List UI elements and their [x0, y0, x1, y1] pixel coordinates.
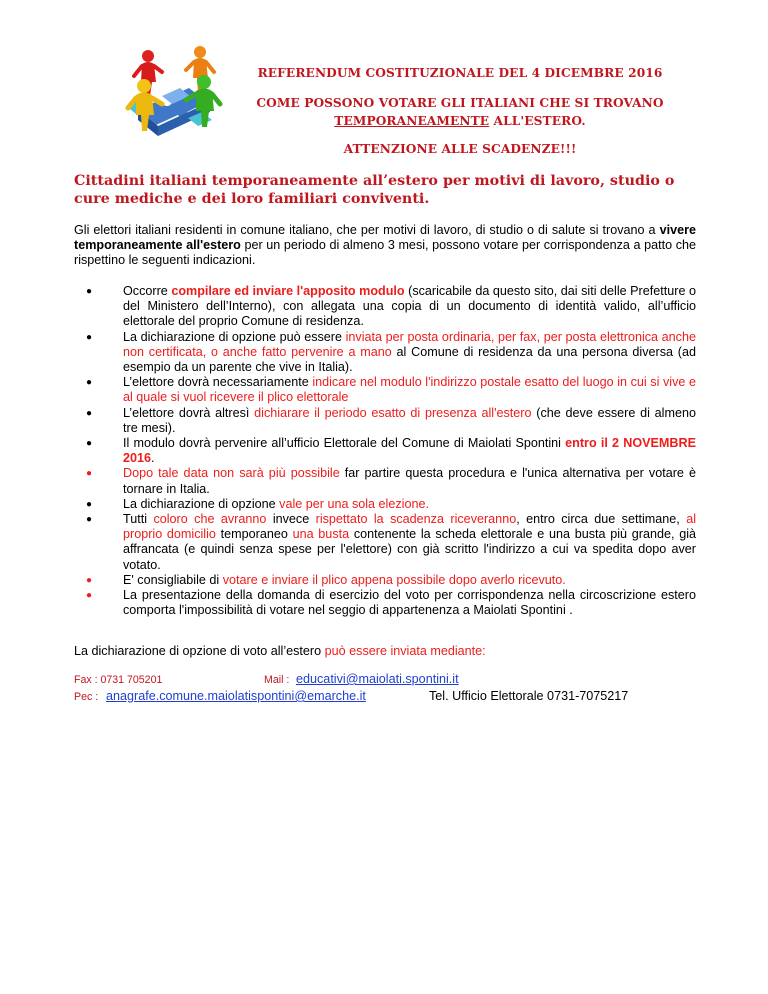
list-item: ● L’elettore dovrà necessariamente indicare nel modulo l'indirizzo postale esatto del luogo in cui si vive e al quale si vuol ricevere il plico elettorale — [86, 375, 696, 405]
people-puzzle-icon — [118, 36, 230, 148]
fax-number: Fax : 0731 705201 — [74, 674, 163, 686]
bullet-icon: ● — [86, 498, 93, 510]
list-item: ● La dichiarazione di opzione può essere inviata per posta ordinaria, per fax, per posta elettronica anche non certificata, o anche fatto pervenire a mano al Comune di residenza da una persona diversa (ad esempio da un parente che vive in Italia). — [86, 329, 696, 375]
header-line-3-rest: ALL'ESTERO. — [489, 114, 586, 128]
list-item: ● Il modulo dovrà pervenire all’ufficio Elettorale del Comune di Maiolati Spontini entro il 2 NOVEMBRE 2016. — [86, 436, 696, 466]
list-item: ● Tutti coloro che avranno invece rispettato la scadenza riceveranno, entro circa due settimane, al proprio domicilio temporaneo una busta contenente la scheda elettorale e una busta più grande, già affrancata (e quindi senza spese per l'elettore) con già scritto l'indirizzo a cui va spedita dopo aver votato. — [86, 512, 696, 572]
header-warning: ATTENZIONE ALLE SCADENZE!!! — [343, 142, 577, 156]
intro-bold: vivere temporaneamente all'estero — [74, 223, 696, 253]
bullet-icon: ● — [86, 331, 93, 343]
list-item: ● La presentazione della domanda di esercizio del voto per corrispondenza nella circoscrizione estero comporta l'impossibilità di votare nel seggio di appartenenza a Maiolati Spontini . — [86, 588, 696, 618]
contacts-block — [74, 671, 734, 705]
contact-row-pec-tel — [74, 688, 734, 705]
option-send-line: La dichiarazione di opzione di voto all’estero può essere inviata mediante: — [74, 644, 486, 658]
bullet-icon: ● — [86, 377, 93, 389]
pec-label: Pec : — [74, 691, 99, 703]
list-item: ● L’elettore dovrà altresì dichiarare il periodo esatto di presenza all'estero (che deve essere di almeno tre mesi). — [86, 405, 696, 435]
intro-paragraph — [74, 223, 696, 269]
contact-row-fax-mail — [74, 671, 734, 688]
list-item: ● Dopo tale data non sarà più possibile far partire questa procedura e l'unica alternativa per votare è tornare in Italia. — [86, 466, 696, 496]
mail-link[interactable]: educativi@maiolati.spontini.it — [296, 672, 459, 686]
bullet-icon: ● — [86, 574, 93, 586]
bullet-icon: ● — [86, 514, 93, 526]
instructions-list — [74, 284, 696, 618]
section-subtitle: Cittadini italiani temporaneamente all’estero per motivi di lavoro, studio o cure mediche e dei loro familiari conviventi. — [74, 173, 675, 207]
header-underlined-word: TEMPORANEAMENTE — [334, 114, 490, 128]
list-item: ● La dichiarazione di opzione vale per una sola elezione. — [86, 496, 429, 511]
bullet-icon: ● — [86, 590, 93, 602]
header-line-2: COME POSSONO VOTARE GLI ITALIANI CHE SI TROVANO — [256, 96, 664, 110]
electoral-office-phone: Tel. Ufficio Elettorale 0731-7075217 — [429, 689, 629, 703]
header-line-3 — [240, 114, 680, 128]
pec-link[interactable]: anagrafe.comune.maiolatispontini@emarche.it — [106, 689, 366, 703]
bullet-icon: ● — [86, 438, 93, 450]
header-title: REFERENDUM COSTITUZIONALE DEL 4 DICEMBRE 2016 — [257, 66, 663, 80]
intro-text-2: per un periodo di almeno 3 mesi, possono votare per corrispondenza a patto che rispettino le seguenti indicazioni. — [74, 238, 697, 268]
bullet-icon: ● — [86, 407, 93, 419]
mail-label: Mail : — [264, 674, 290, 686]
bullet-icon: ● — [86, 468, 93, 480]
list-item: ● Occorre compilare ed inviare l'apposito modulo (scaricabile da questo sito, dai siti delle Prefetture o del Ministero dell’Interno), con allegata una copia di un documento di identità valido, all’ufficio elettorale del proprio Comune di residenza. — [86, 284, 696, 329]
list-item: ● E' consigliabile di votare e inviare il plico appena possibile dopo averlo ricevuto. — [86, 572, 566, 587]
intro-text-1: Gli elettori italiani residenti in comune italiano, che per motivi di lavoro, di studio o di salute si trovano a — [74, 223, 660, 237]
bullet-icon: ● — [86, 286, 93, 297]
